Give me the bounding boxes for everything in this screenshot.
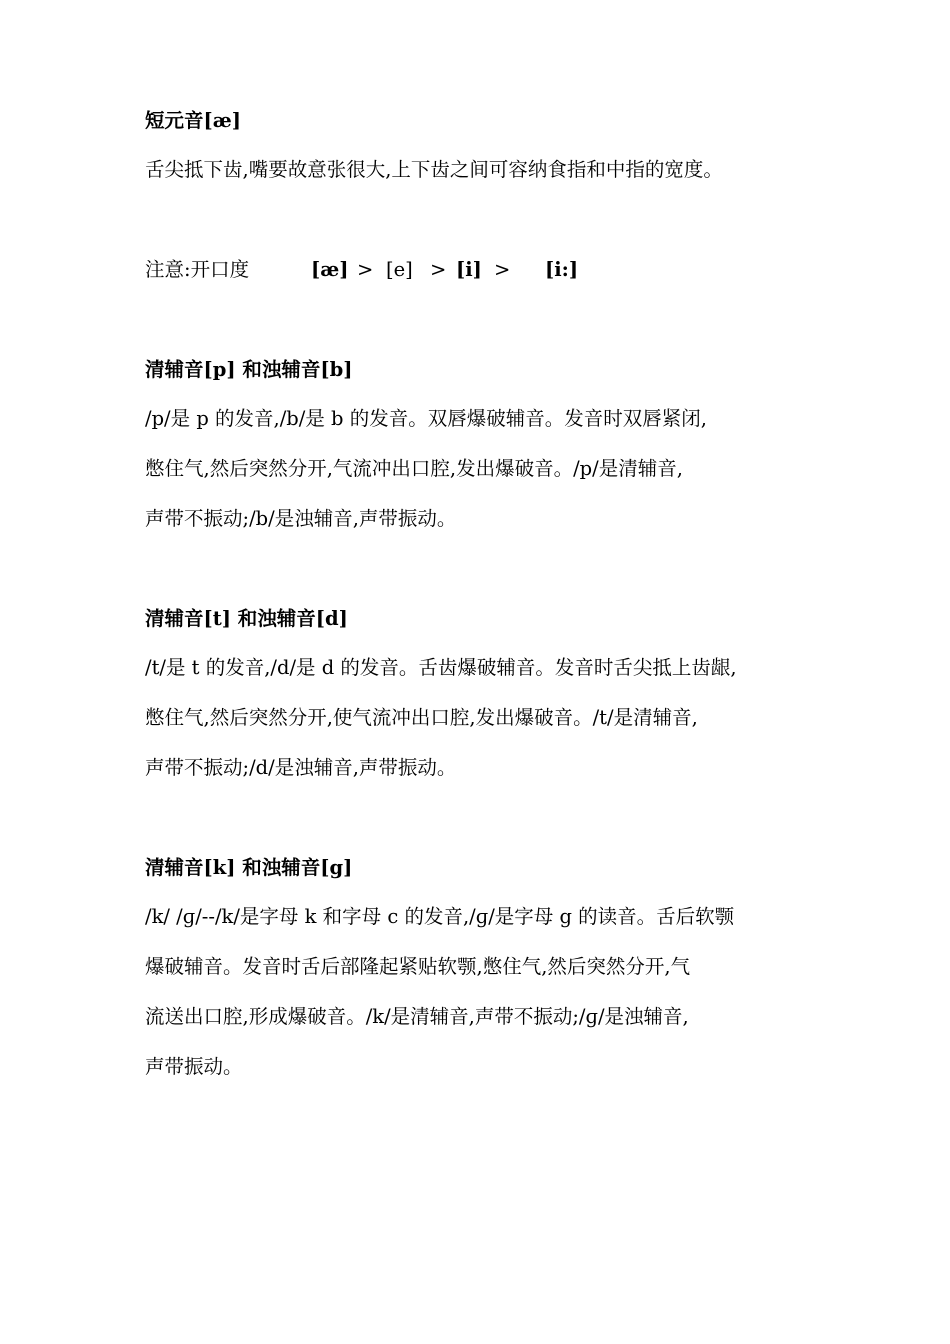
heading-consonants-k-g: 清辅音[k] 和浊辅音[g] — [145, 856, 353, 879]
paragraph-line: /t/是 t 的发音,/d/是 d 的发音。舌齿爆破辅音。发音时舌尖抵上齿龈, — [145, 656, 737, 679]
paragraph-line: 声带不振动;/d/是浊辅音,声带振动。 — [145, 756, 457, 779]
phoneme-i-long: [i:] — [545, 258, 579, 281]
paragraph-line: /p/是 p 的发音,/b/是 b 的发音。双唇爆破辅音。发音时双唇紧闭, — [145, 407, 707, 430]
paragraph-line: 流送出口腔,形成爆破音。/k/是清辅音,声带不振动;/ɡ/是浊辅音, — [145, 1005, 689, 1028]
paragraph-line: /k/ /ɡ/--/k/是字母 k 和字母 c 的发音,/ɡ/是字母 g 的读音。舌后软颚 — [145, 905, 735, 928]
phoneme-ae: [æ] — [311, 258, 349, 281]
greater-than-sign: > — [357, 258, 374, 281]
greater-than-sign: > — [494, 258, 511, 281]
notice-label: 注意:开口度 — [145, 258, 250, 281]
phoneme-e: [e] — [386, 258, 413, 281]
notice-line — [145, 257, 578, 283]
greater-than-sign: > — [430, 258, 447, 281]
paragraph-line: 声带不振动;/b/是浊辅音,声带振动。 — [145, 507, 457, 530]
phoneme-i: [i] — [456, 258, 482, 281]
heading-short-vowel-ae: 短元音[æ] — [145, 109, 241, 132]
heading-consonants-t-d: 清辅音[t] 和浊辅音[d] — [145, 607, 348, 630]
paragraph-line: 声带振动。 — [145, 1055, 243, 1078]
paragraph-line: 舌尖抵下齿,嘴要故意张很大,上下齿之间可容纳食指和中指的宽度。 — [145, 158, 723, 181]
paragraph-line: 憋住气,然后突然分开,气流冲出口腔,发出爆破音。/p/是清辅音, — [145, 457, 683, 480]
heading-consonants-p-b: 清辅音[p] 和浊辅音[b] — [145, 358, 353, 381]
paragraph-line: 爆破辅音。发音时舌后部隆起紧贴软颚,憋住气,然后突然分开,气 — [145, 955, 691, 978]
paragraph-line: 憋住气,然后突然分开,使气流冲出口腔,发出爆破音。/t/是清辅音, — [145, 706, 698, 729]
